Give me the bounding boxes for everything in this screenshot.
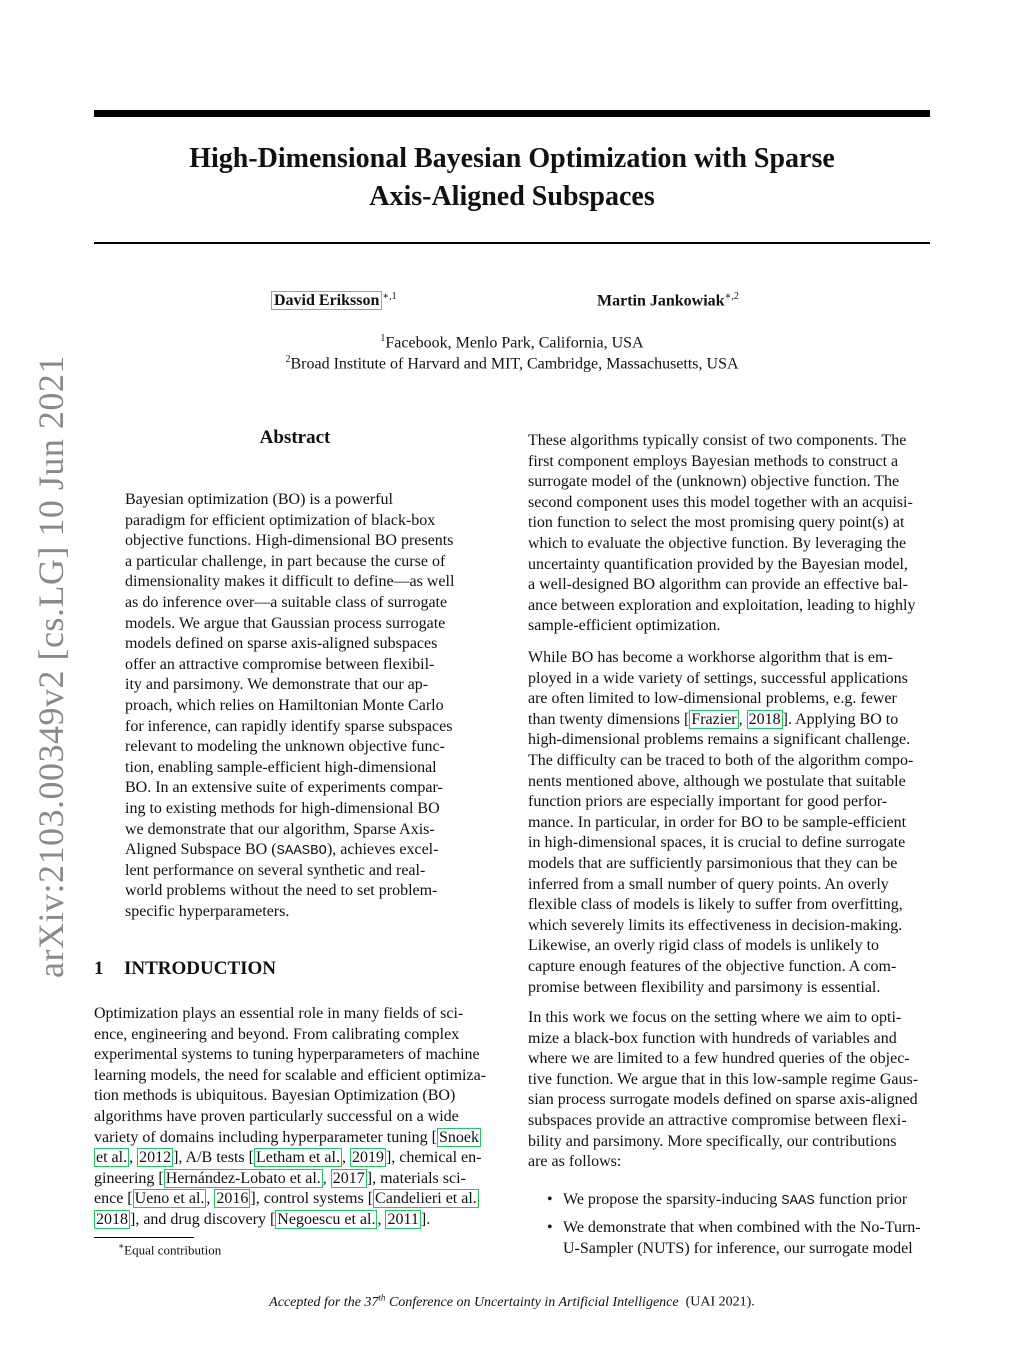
abstract-body	[125, 490, 465, 922]
abstract-heading: Abstract	[259, 427, 331, 448]
body-line: ployed in a wide variety of settings, successful applications	[528, 669, 908, 687]
intro-line: ence [ Ueno et al. , 2016 ], control systems [ Candelieri et al.	[94, 1190, 477, 1208]
intro-line: Optimization plays an essential role in many fields of sci-	[94, 1005, 464, 1022]
author-1	[271, 286, 397, 312]
footnote: ∗Equal contribution	[118, 1241, 222, 1258]
paper-title	[94, 140, 930, 216]
citation-link[interactable]: Ueno et al.	[134, 1190, 205, 1208]
body-line: a well-designed BO algorithm can provide an effective bal-	[528, 576, 909, 594]
abstract-line: BO. In an extensive suite of experiments compar-	[125, 779, 443, 797]
abstract-line: objective functions. High-dimensional BO presents	[125, 532, 454, 550]
abstract-line: dimensionality makes it difficult to define—as well	[125, 573, 455, 591]
abstract-line: Bayesian optimization (BO) is a powerful	[125, 491, 393, 508]
abstract-line: lent performance on several synthetic and real-	[125, 861, 426, 879]
author-2-marks: ∗,2	[724, 291, 739, 302]
title-rule-bottom	[94, 242, 930, 244]
footnote-rule	[94, 1237, 194, 1238]
body-line: which severely limits its effectiveness in decision-making.	[528, 916, 903, 934]
abstract-line: models. We argue that Gaussian process surrogate	[125, 614, 446, 632]
citation-link[interactable]: Negoescu et al.	[277, 1210, 376, 1228]
affiliation-1: $^1$Facebook, Menlo Park, California, USA	[380, 333, 644, 352]
body-line: inferred from a small number of query points. An overly	[528, 875, 889, 893]
section-number: 1	[94, 958, 104, 979]
right-paragraph-3	[528, 1008, 932, 1173]
intro-line: experimental systems to tuning hyperparameters of machine	[94, 1046, 480, 1064]
author-1-link[interactable]: David Eriksson	[271, 291, 382, 310]
bullet-line: We demonstrate that when combined with the No-Turn-	[563, 1219, 921, 1236]
abstract-line: a particular challenge, in part because the curse of	[125, 552, 446, 570]
intro-line: ence, engineering and beyond. From calibrating complex	[94, 1025, 460, 1043]
conference-footer: Accepted for the 37th Conference on Uncertainty in Artificial Intelligence (UAI 2021).	[269, 1292, 755, 1310]
body-line: where we are limited to a few hundred queries of the objec-	[528, 1050, 910, 1068]
intro-line: gineering [ Hernández-Lobato et al. , 2017 ], materials sci-	[94, 1169, 466, 1187]
abstract-line: world problems without the need to set problem-	[125, 882, 438, 900]
citation-link[interactable]: Frazier	[691, 710, 737, 728]
author-1-marks: ∗,1	[382, 291, 397, 302]
abstract-line: Aligned Subspace BO (SAASBO), achieves excel-	[125, 841, 439, 860]
intro-line: tion methods is ubiquitous. Bayesian Optimization (BO)	[94, 1087, 456, 1105]
intro-line: 2018 ], and drug discovery [ Negoescu et al. , 2011 ].	[96, 1210, 431, 1228]
body-line: sian process surrogate models defined on sparse axis-aligned	[528, 1091, 918, 1109]
abstract-line: tion, enabling sample-efficient high-dimensional	[125, 758, 437, 776]
abstract-line: relevant to modeling the unknown objective func-	[125, 738, 445, 756]
body-line: In this work we focus on the setting where we aim to opti-	[528, 1009, 902, 1026]
body-line: mance. In particular, in order for BO to be sample-efficient	[528, 813, 907, 831]
body-line: sample-efficient optimization.	[528, 617, 721, 635]
body-line: While BO has become a workhorse algorithm that is em-	[528, 649, 893, 666]
saasbo-code: SAASBO	[276, 843, 327, 860]
intro-body	[94, 1004, 498, 1231]
body-line: These algorithms typically consist of two components. The	[528, 432, 907, 449]
author-2-name: Martin Jankowiak	[597, 292, 725, 310]
abstract-line: ing to existing methods for high-dimensional BO	[125, 799, 440, 817]
arxiv-identifier: arXiv:2103.00349v2 [cs.LG] 10 Jun 2021	[31, 355, 71, 978]
citation-link[interactable]: 2018	[96, 1210, 128, 1228]
body-line: The difficulty can be traced to both of the algorithm compo-	[528, 751, 914, 769]
body-line: bility and parsimony. More specifically, our contributions	[528, 1132, 897, 1150]
intro-line: algorithms have proven particularly successful on a wide	[94, 1107, 459, 1125]
body-line: capture enough features of the objective function. A com-	[528, 957, 897, 975]
body-line: nents mentioned above, although we postulate that suitable	[528, 772, 906, 790]
body-line: in high-dimensional spaces, it is crucial to define surrogate	[528, 834, 906, 852]
title-line-1: High-Dimensional Bayesian Optimization with Sparse	[189, 143, 835, 174]
body-line: flexible class of models is likely to suffer from overfitting,	[528, 896, 903, 914]
citation-link[interactable]: 2011	[387, 1210, 419, 1228]
citation-link[interactable]: 2019	[351, 1149, 384, 1167]
abstract-line: ity and parsimony. We demonstrate that our ap-	[125, 676, 429, 694]
citation-link[interactable]: 2017	[332, 1169, 365, 1187]
citation-link[interactable]: 2018	[748, 710, 781, 728]
body-line: function priors are especially important for good perfor-	[528, 793, 888, 811]
body-line: Likewise, an overly rigid class of models is unlikely to	[528, 937, 880, 955]
abstract-line: as do inference over—a suitable class of surrogate	[125, 593, 448, 611]
citation-link[interactable]: 2012	[139, 1149, 172, 1167]
citation-link[interactable]: et al.	[96, 1149, 128, 1167]
bullet-line: U-Sampler (NUTS) for inference, our surrogate model	[563, 1239, 913, 1257]
abstract-line: models defined on sparse axis-aligned subspaces	[125, 635, 438, 653]
body-line: tive function. We argue that in this low-sample regime Gaus-	[528, 1070, 919, 1088]
body-line: uncertainty quantification provided by the Bayesian model,	[528, 555, 908, 573]
citation-link[interactable]: Hernández-Lobato et al.	[165, 1169, 321, 1187]
saas-code: SAAS	[781, 1193, 815, 1209]
body-line: second component uses this model together with an acquisi-	[528, 493, 913, 511]
citation-link[interactable]: Snoek	[439, 1128, 480, 1146]
body-line: which to evaluate the objective function. By leveraging the	[528, 534, 907, 552]
right-paragraph-1	[528, 431, 932, 637]
citation-link[interactable]: Candelieri et al.	[375, 1190, 477, 1208]
intro-line: learning models, the need for scalable and efficient optimiza-	[94, 1066, 486, 1084]
affiliation-2: $^2$Broad Institute of Harvard and MIT, Cambridge, Massachusetts, USA	[285, 354, 739, 373]
body-line: models that are sufficiently parsimonious that they can be	[528, 854, 898, 872]
body-line: tion function to select the most promising query point(s) at	[528, 514, 905, 532]
body-line: ance between exploration and exploitation, leading to highly	[528, 596, 916, 614]
title-line-2: Axis-Aligned Subspaces	[369, 181, 655, 212]
intro-line: variety of domains including hyperparameter tuning [ Snoek	[94, 1128, 480, 1146]
body-line: high-dimensional problems remains a significant challenge.	[528, 731, 911, 749]
abstract-line: offer an attractive compromise between flexibil-	[125, 655, 435, 673]
abstract-line: we demonstrate that our algorithm, Sparse Axis-	[125, 820, 435, 838]
abstract-line: paradigm for efficient optimization of black-box	[125, 511, 436, 529]
author-2	[597, 286, 739, 312]
abstract-line: specific hyperparameters.	[125, 902, 290, 920]
section-title: INTRODUCTION	[124, 958, 277, 979]
bullet-icon: •	[547, 1219, 553, 1236]
right-paragraph-2	[528, 648, 932, 998]
body-line: are as follows:	[528, 1153, 622, 1171]
body-line: promise between flexibility and parsimony is essential.	[528, 978, 881, 996]
body-line: than twenty dimensions [ Frazier , 2018 ]. Applying BO to	[528, 710, 899, 728]
body-line: subspaces provide an attractive compromise between flexi-	[528, 1111, 907, 1129]
citation-link[interactable]: Letham et al.	[255, 1149, 340, 1167]
title-rule-top	[94, 110, 930, 117]
bullet-icon: •	[547, 1191, 553, 1208]
citation-link[interactable]: 2016	[216, 1190, 249, 1208]
abstract-line: for inference, can rapidly identify sparse subspaces	[125, 717, 453, 735]
body-line: surrogate model of the (unknown) objective function. The	[528, 473, 900, 491]
abstract-line: proach, which relies on Hamiltonian Monte Carlo	[125, 696, 444, 714]
body-line: first component employs Bayesian methods to construct a	[528, 452, 899, 470]
intro-heading	[94, 958, 276, 980]
body-line: mize a black-box function with hundreds of variables and	[528, 1029, 897, 1047]
body-line: are often limited to low-dimensional problems, e.g. fewer	[528, 690, 897, 708]
intro-line: et al. , 2012 ], A/B tests [ Letham et al. , 2019 ], chemical en-	[96, 1149, 482, 1167]
